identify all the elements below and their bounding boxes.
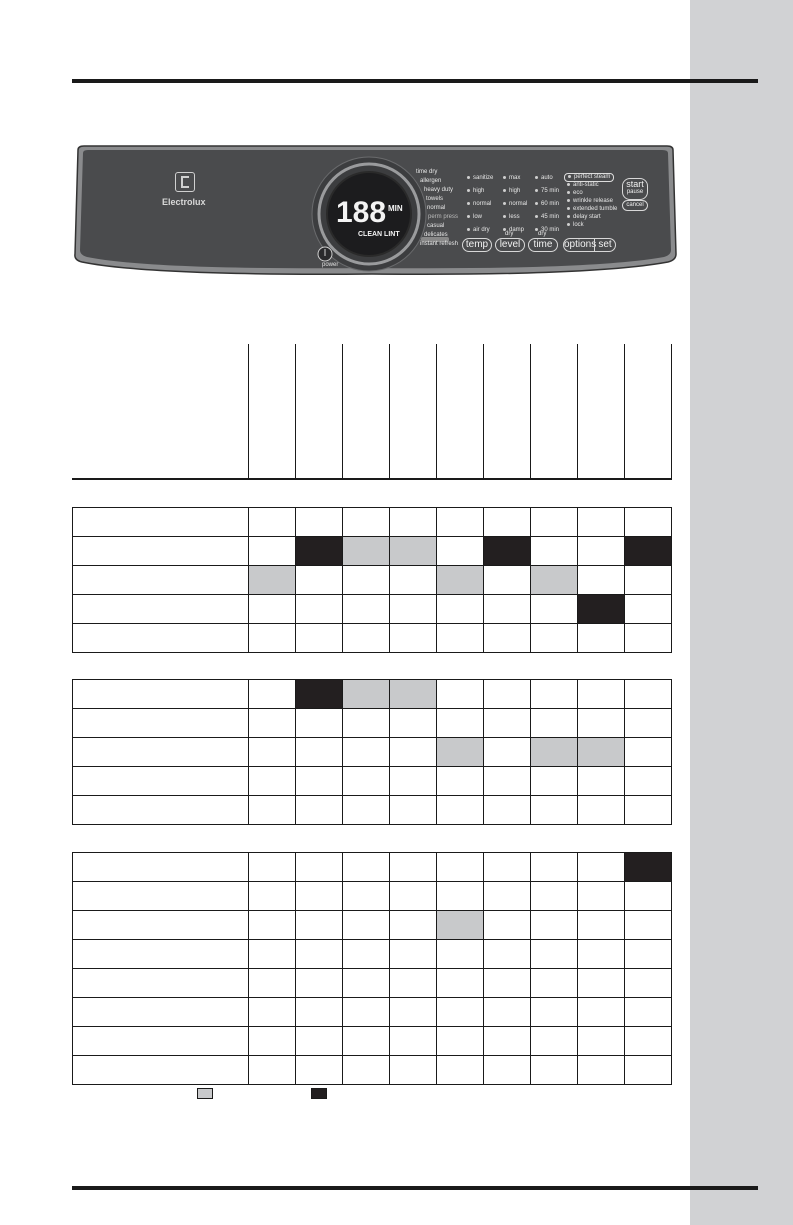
cell-empty (249, 595, 296, 624)
electrolux-logo-icon (175, 172, 195, 192)
dry-level-option-0: max (503, 175, 520, 182)
cell-empty (249, 508, 296, 537)
table-row (73, 767, 672, 796)
cell-empty (625, 709, 672, 738)
cell-empty (484, 969, 531, 998)
legend-swatch-black (311, 1088, 327, 1099)
cell-empty (249, 940, 296, 969)
pause-label: pause (626, 189, 644, 195)
cell-empty (390, 1027, 437, 1056)
cell-empty (531, 969, 578, 998)
cell-empty (484, 595, 531, 624)
cell-empty (625, 680, 672, 709)
cell-empty (578, 680, 625, 709)
cell-empty (625, 796, 672, 825)
cell-empty (578, 1056, 625, 1085)
cell-empty (249, 738, 296, 767)
cell-empty (343, 566, 390, 595)
cell-empty (343, 709, 390, 738)
cell-empty (578, 566, 625, 595)
column-header (578, 344, 625, 479)
cell-empty (484, 508, 531, 537)
temp-option-0: sanitize (467, 175, 493, 182)
cell-empty (578, 998, 625, 1027)
top-rule (72, 79, 758, 83)
cell-empty (390, 911, 437, 940)
cell-empty (531, 680, 578, 709)
cell-gray (437, 738, 484, 767)
cell-empty (249, 709, 296, 738)
column-header (343, 344, 390, 479)
option-4: extended tumble (567, 206, 617, 213)
cycle-7[interactable]: delicates (424, 232, 448, 238)
cell-gray (390, 537, 437, 566)
cell-empty (296, 566, 343, 595)
brand-name: Electrolux (162, 197, 206, 207)
cell-empty (249, 1027, 296, 1056)
column-header (437, 344, 484, 479)
cell-empty (296, 882, 343, 911)
table-row (73, 709, 672, 738)
dry-time-button[interactable]: time (528, 238, 558, 252)
display-digits: 188 (336, 196, 387, 229)
dry-time-option-3: 45 min (535, 214, 559, 221)
temp-option-3: low (467, 214, 482, 221)
cell-empty (625, 738, 672, 767)
row-label-cell (73, 624, 249, 653)
cell-empty (390, 853, 437, 882)
cell-empty (390, 508, 437, 537)
row-label-cell (73, 709, 249, 738)
cell-empty (249, 969, 296, 998)
option-1: anti-static (567, 182, 599, 189)
options-table-section-2 (72, 679, 672, 825)
table-row (73, 738, 672, 767)
temp-button[interactable]: temp (462, 238, 492, 252)
cell-empty (437, 969, 484, 998)
cell-empty (484, 882, 531, 911)
table-row (73, 1056, 672, 1085)
cell-empty (249, 882, 296, 911)
cell-empty (296, 709, 343, 738)
cell-empty (484, 767, 531, 796)
cell-empty (437, 796, 484, 825)
display-unit: MIN (388, 204, 403, 213)
cell-empty (296, 508, 343, 537)
row-label-cell (73, 566, 249, 595)
bottom-rule (72, 1186, 758, 1190)
cell-black (625, 853, 672, 882)
cell-empty (578, 767, 625, 796)
row-label-cell (73, 537, 249, 566)
column-header (249, 344, 296, 479)
cell-empty (484, 796, 531, 825)
table-row (73, 911, 672, 940)
cell-empty (390, 796, 437, 825)
cell-empty (625, 1056, 672, 1085)
cell-empty (531, 1027, 578, 1056)
cycle-2[interactable]: heavy duty (424, 187, 454, 193)
cycle-1[interactable]: allergen (420, 178, 442, 184)
table-row (73, 566, 672, 595)
cell-empty (484, 1027, 531, 1056)
column-header-row (248, 344, 672, 480)
cell-empty (249, 1056, 296, 1085)
cell-empty (531, 940, 578, 969)
cell-empty (249, 911, 296, 940)
column-header (625, 344, 672, 479)
cell-empty (249, 796, 296, 825)
dry-level-option-2: normal (503, 201, 527, 208)
cell-empty (343, 508, 390, 537)
cell-empty (249, 767, 296, 796)
table-row (73, 853, 672, 882)
cell-empty (484, 853, 531, 882)
cell-empty (249, 537, 296, 566)
dry-time-option-4: 30 min (535, 227, 559, 234)
cell-empty (531, 508, 578, 537)
dryer-control-panel (72, 142, 679, 282)
row-label-cell (73, 1027, 249, 1056)
cell-empty (625, 911, 672, 940)
cell-empty (578, 853, 625, 882)
cancel-button[interactable]: cancel (622, 200, 648, 211)
row-label-cell (73, 969, 249, 998)
cell-empty (296, 853, 343, 882)
header-baseline (72, 478, 248, 480)
row-label-cell (73, 680, 249, 709)
dry-level-option-4: damp (503, 227, 524, 234)
cell-empty (437, 680, 484, 709)
table-row (73, 508, 672, 537)
cell-empty (531, 537, 578, 566)
cell-empty (578, 508, 625, 537)
cell-empty (249, 680, 296, 709)
row-label-cell (73, 738, 249, 767)
dry-level-top-label: dry (505, 231, 514, 237)
cell-empty (531, 595, 578, 624)
cell-empty (390, 767, 437, 796)
cell-empty (343, 882, 390, 911)
cell-empty (296, 1056, 343, 1085)
cell-black (578, 595, 625, 624)
cell-empty (531, 998, 578, 1027)
dry-time-option-2: 60 min (535, 201, 559, 208)
cell-empty (578, 969, 625, 998)
table-row (73, 796, 672, 825)
cell-empty (249, 998, 296, 1027)
options-table-section-1 (72, 507, 672, 653)
cell-gray (531, 738, 578, 767)
cell-gray (249, 566, 296, 595)
cell-empty (531, 911, 578, 940)
row-label-cell (73, 882, 249, 911)
cell-empty (578, 709, 625, 738)
cell-empty (296, 911, 343, 940)
cycle-4[interactable]: normal (427, 205, 446, 211)
cell-empty (531, 709, 578, 738)
dry-level-button[interactable]: level (495, 238, 525, 252)
cycle-0[interactable]: time dry (416, 169, 438, 175)
cell-empty (437, 1056, 484, 1085)
cycle-8[interactable]: instant refresh (420, 241, 459, 247)
dry-level-option-1: high (503, 188, 520, 195)
cell-empty (390, 1056, 437, 1085)
cycle-5[interactable]: perm press (428, 214, 459, 220)
cell-empty (578, 940, 625, 969)
cell-empty (437, 998, 484, 1027)
cell-empty (437, 508, 484, 537)
cell-empty (296, 940, 343, 969)
cell-empty (437, 767, 484, 796)
cell-empty (625, 882, 672, 911)
cell-empty (437, 1027, 484, 1056)
cell-empty (484, 709, 531, 738)
cell-empty (578, 796, 625, 825)
cell-empty (578, 624, 625, 653)
cell-empty (249, 853, 296, 882)
row-label-cell (73, 998, 249, 1027)
cell-empty (390, 738, 437, 767)
power-label: power (322, 262, 339, 268)
cell-empty (343, 595, 390, 624)
cell-empty (578, 882, 625, 911)
option-5: delay start (567, 214, 601, 221)
table-row (73, 537, 672, 566)
column-header (296, 344, 343, 479)
cell-gray (531, 566, 578, 595)
temp-option-4: air dry (467, 227, 490, 234)
display-message: CLEAN LINT (358, 231, 400, 238)
start-label: start (626, 179, 644, 189)
cell-empty (437, 537, 484, 566)
table-row (73, 882, 672, 911)
cell-empty (343, 940, 390, 969)
cell-black (625, 537, 672, 566)
option-3: wrinkle release (567, 198, 613, 205)
cell-empty (437, 940, 484, 969)
cell-empty (437, 624, 484, 653)
cell-black (484, 537, 531, 566)
cell-empty (390, 969, 437, 998)
set-button[interactable]: set (594, 238, 616, 252)
row-label-cell (73, 508, 249, 537)
table-row (73, 1027, 672, 1056)
cell-black (296, 680, 343, 709)
cell-empty (484, 738, 531, 767)
cell-empty (437, 595, 484, 624)
cell-gray (437, 911, 484, 940)
table-row (73, 595, 672, 624)
cell-empty (578, 1027, 625, 1056)
cell-empty (625, 508, 672, 537)
table-row (73, 998, 672, 1027)
cell-empty (390, 624, 437, 653)
table-row (73, 680, 672, 709)
cell-empty (296, 969, 343, 998)
cell-empty (249, 624, 296, 653)
cell-empty (390, 709, 437, 738)
column-header (484, 344, 531, 479)
dry-time-option-0: auto (535, 175, 553, 182)
options-button[interactable]: options (564, 239, 597, 250)
cell-empty (343, 969, 390, 998)
legend-swatch-gray (197, 1088, 213, 1099)
cell-empty (296, 738, 343, 767)
cell-empty (437, 882, 484, 911)
cell-empty (296, 796, 343, 825)
cell-empty (531, 796, 578, 825)
cell-empty (296, 595, 343, 624)
page-side-tab (690, 0, 793, 1225)
row-label-cell (73, 940, 249, 969)
cell-empty (343, 1056, 390, 1085)
start-pause-button[interactable] (622, 178, 648, 200)
cell-gray (343, 537, 390, 566)
cell-empty (437, 853, 484, 882)
cell-empty (531, 767, 578, 796)
table-row (73, 969, 672, 998)
column-header (531, 344, 578, 479)
cycle-6[interactable]: casual (427, 223, 445, 229)
cell-empty (390, 940, 437, 969)
table-row (73, 624, 672, 653)
cell-empty (625, 767, 672, 796)
table-row (73, 940, 672, 969)
cell-empty (531, 882, 578, 911)
dry-time-top-label: dry (538, 231, 547, 237)
cell-empty (390, 566, 437, 595)
cell-empty (437, 709, 484, 738)
cell-empty (531, 853, 578, 882)
cell-empty (578, 911, 625, 940)
cell-empty (296, 767, 343, 796)
cell-empty (484, 624, 531, 653)
dry-time-option-1: 75 min (535, 188, 559, 195)
row-label-cell (73, 853, 249, 882)
row-label-cell (73, 1056, 249, 1085)
options-table-section-3 (72, 852, 672, 1085)
option-0: perfect steam (564, 173, 614, 182)
cell-empty (578, 537, 625, 566)
cell-empty (625, 595, 672, 624)
cell-empty (484, 1056, 531, 1085)
cell-empty (343, 853, 390, 882)
dry-level-option-3: less (503, 214, 520, 221)
option-2: eco (567, 190, 583, 197)
cell-empty (625, 624, 672, 653)
temp-option-2: normal (467, 201, 491, 208)
cell-empty (296, 998, 343, 1027)
cell-empty (625, 969, 672, 998)
temp-option-1: high (467, 188, 484, 195)
option-6: lock (567, 222, 584, 229)
cell-empty (625, 940, 672, 969)
cell-gray (578, 738, 625, 767)
cell-empty (343, 1027, 390, 1056)
cell-empty (625, 566, 672, 595)
cell-gray (390, 680, 437, 709)
cell-empty (296, 624, 343, 653)
row-label-cell (73, 796, 249, 825)
cell-empty (531, 1056, 578, 1085)
row-label-cell (73, 911, 249, 940)
cell-empty (343, 738, 390, 767)
cell-empty (625, 998, 672, 1027)
cell-empty (343, 998, 390, 1027)
cell-empty (484, 940, 531, 969)
row-label-cell (73, 767, 249, 796)
row-label-cell (73, 595, 249, 624)
cell-empty (296, 1027, 343, 1056)
cell-empty (343, 624, 390, 653)
cell-empty (343, 796, 390, 825)
cell-empty (343, 911, 390, 940)
cell-empty (484, 680, 531, 709)
cell-empty (484, 911, 531, 940)
cell-empty (531, 624, 578, 653)
cycle-3[interactable]: towels (426, 196, 444, 202)
cell-black (296, 537, 343, 566)
cell-empty (484, 566, 531, 595)
cell-gray (343, 680, 390, 709)
cell-empty (390, 998, 437, 1027)
column-header (390, 344, 437, 479)
cell-gray (437, 566, 484, 595)
cell-empty (390, 882, 437, 911)
cell-empty (390, 595, 437, 624)
cell-empty (484, 998, 531, 1027)
cell-empty (343, 767, 390, 796)
cell-empty (625, 1027, 672, 1056)
